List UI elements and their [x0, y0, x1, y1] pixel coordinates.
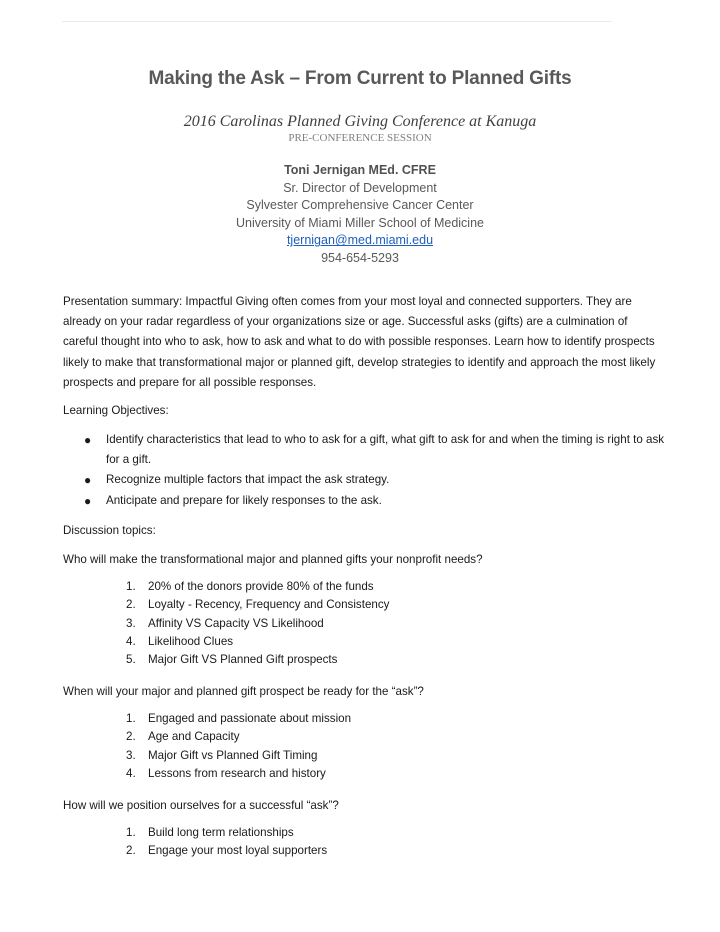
list-item [126, 747, 646, 765]
presenter-school: University of Miami Miller School of Medicine [236, 215, 484, 230]
bullet-icon: ● [84, 433, 92, 447]
list-item [126, 596, 646, 614]
list-text: Build long term relationships [148, 826, 294, 839]
list-item [84, 491, 674, 511]
list-item [84, 470, 674, 490]
objective-text: Anticipate and prepare for likely responses to the ask. [106, 493, 382, 507]
list-item [126, 842, 646, 860]
header-rule [62, 21, 612, 22]
list-number: 1. [126, 712, 136, 725]
discussion-question-when: When will your major and planned gift prospect be ready for the “ask”? [63, 685, 424, 698]
list-item [126, 765, 646, 783]
list-item [126, 710, 646, 728]
list-item [84, 430, 674, 470]
list-item [126, 633, 646, 651]
list-item [126, 728, 646, 746]
list-number: 3. [126, 748, 136, 762]
conference-subtitle: PRE-CONFERENCE SESSION [288, 132, 432, 144]
list-text: Likelihood Clues [148, 634, 234, 648]
list-text: Major Gift VS Planned Gift prospects [148, 653, 338, 667]
list-number: 2. [126, 598, 136, 612]
bullet-icon: ● [84, 473, 92, 488]
presenter-contact-block [0, 162, 720, 268]
list-text: Affinity VS Capacity VS Likelihood [148, 616, 324, 630]
discussion-question-who: Who will make the transformational major and planned gifts your nonprofit needs? [63, 553, 483, 566]
list-number: 4. [126, 766, 136, 780]
list-number: 1. [126, 826, 136, 839]
list-text: 20% of the donors provide 80% of the funds [148, 580, 374, 593]
list-item [126, 824, 646, 842]
objectives-list [84, 430, 674, 511]
list-item [126, 615, 646, 633]
document-title: Making the Ask – From Current to Planned Gifts [148, 68, 572, 89]
list-item [126, 578, 646, 596]
conference-title: 2016 Carolinas Planned Giving Conference at Kanuga [183, 113, 537, 130]
discussion-question-how: How will we position ourselves for a successful “ask”? [63, 799, 339, 812]
presenter-center: Sylvester Comprehensive Cancer Center [246, 198, 474, 213]
presenter-phone: 954-654-5293 [321, 250, 399, 265]
list-number: 5. [126, 653, 136, 667]
discussion-list-who [126, 578, 646, 669]
list-text: Major Gift vs Planned Gift Timing [148, 748, 318, 762]
objective-text: Recognize multiple factors that impact the ask strategy. [106, 473, 390, 487]
presenter-name: Toni Jernigan MEd. CFRE [284, 163, 436, 177]
bullet-icon: ● [84, 493, 92, 508]
presenter-email-link[interactable]: tjernigan@med.miami.edu [286, 233, 434, 248]
list-text: Engage your most loyal supporters [148, 844, 328, 858]
discussion-list-how [126, 824, 646, 861]
objectives-heading: Learning Objectives: [63, 404, 169, 417]
list-number: 2. [126, 730, 136, 744]
list-number: 4. [126, 634, 136, 648]
list-text: Lessons from research and history [148, 766, 326, 780]
list-number: 2. [126, 844, 136, 858]
list-text: Loyalty - Recency, Frequency and Consistency [148, 598, 390, 612]
list-text: Engaged and passionate about mission [148, 712, 352, 725]
discussion-list-when [126, 710, 646, 783]
list-text: Age and Capacity [148, 730, 240, 744]
objective-text: Identify characteristics that lead to who to ask for a gift, what gift to ask for and when the timing is right to ask for a gift. [106, 433, 665, 467]
list-number: 1. [126, 580, 136, 593]
presenter-role: Sr. Director of Development [283, 180, 437, 195]
presentation-summary: Presentation summary: Impactful Giving often comes from your most loyal and connected supporters. They are already on your radar regardless of your organizations size or age. Successful asks (gifts) are a culmination of careful thought into who to ask, how to ask and what to do with possible responses. Learn how to identify prospects likely to make that transformational major or planned gift, develop strategies to identify and approach the most likely prospects and prepare for all possible responses. [63, 295, 656, 389]
list-number: 3. [126, 616, 136, 630]
list-item [126, 651, 646, 669]
discussion-heading: Discussion topics: [63, 524, 156, 537]
